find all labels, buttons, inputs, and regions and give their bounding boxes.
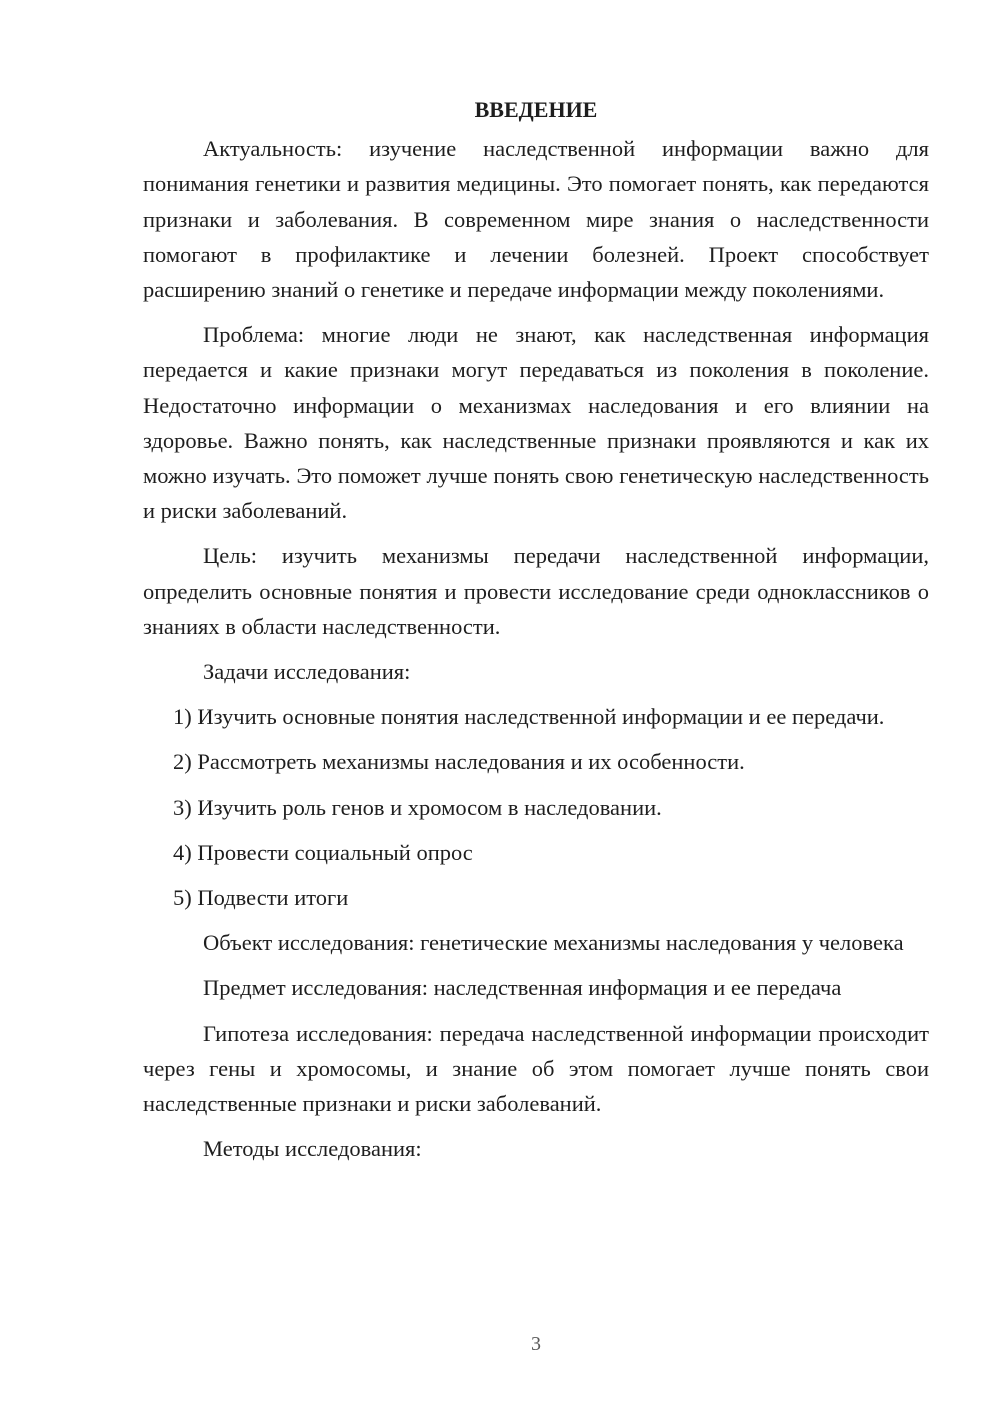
task-item-5: 5) Подвести итоги [173, 885, 349, 911]
paragraph-tasks-heading: Задачи исследования: [203, 659, 411, 685]
paragraph-object: Объект исследования: генетические механизмы наследования у человека [203, 930, 904, 956]
task-item-2: 2) Рассмотреть механизмы наследования и их особенности. [173, 749, 745, 775]
page-title: ВВЕДЕНИЕ [474, 97, 598, 122]
paragraph-relevance: Актуальность: изучение наследственной информации важно для понимания генетики и развития медицины. Это помогает понять, как передаются признаки и заболевания. В современном мире знания о наследственности помогают в профилактике и лечении болезней. Проект способствует расширению знаний о генетике и передаче информации между поколениями. [143, 136, 929, 303]
document-page [143, 92, 929, 1166]
paragraph-problem: Проблема: многие люди не знают, как наследственная информация передается и какие признаки могут передаваться из поколения в поколение. Недостаточно информации о механизмах наследования и его влиянии на здоровье. Важно понять, как наследственные признаки проявляются и как их можно изучать. Это поможет лучше понять свою генетическую наследственность и риски заболеваний. [143, 322, 929, 524]
paragraph-subject: Предмет исследования: наследственная информация и ее передача [203, 975, 842, 1001]
page-number: 3 [531, 1333, 541, 1355]
task-item-4: 4) Провести социальный опрос [173, 839, 473, 865]
paragraph-methods: Методы исследования: [203, 1136, 422, 1162]
task-item-3: 3) Изучить роль генов и хромосом в наследовании. [173, 794, 662, 820]
task-item-1: 1) Изучить основные понятия наследственной информации и ее передачи. [173, 704, 885, 730]
paragraph-hypothesis: Гипотеза исследования: передача наследственной информации происходит через гены и хромосомы, и знание об этом помогает лучше понять свои наследственные признаки и риски заболеваний. [143, 1020, 929, 1117]
paragraph-goal: Цель: изучить механизмы передачи наследственной информации, определить основные понятия и провести исследование среди одноклассников о знаниях в области наследственности. [143, 543, 929, 639]
